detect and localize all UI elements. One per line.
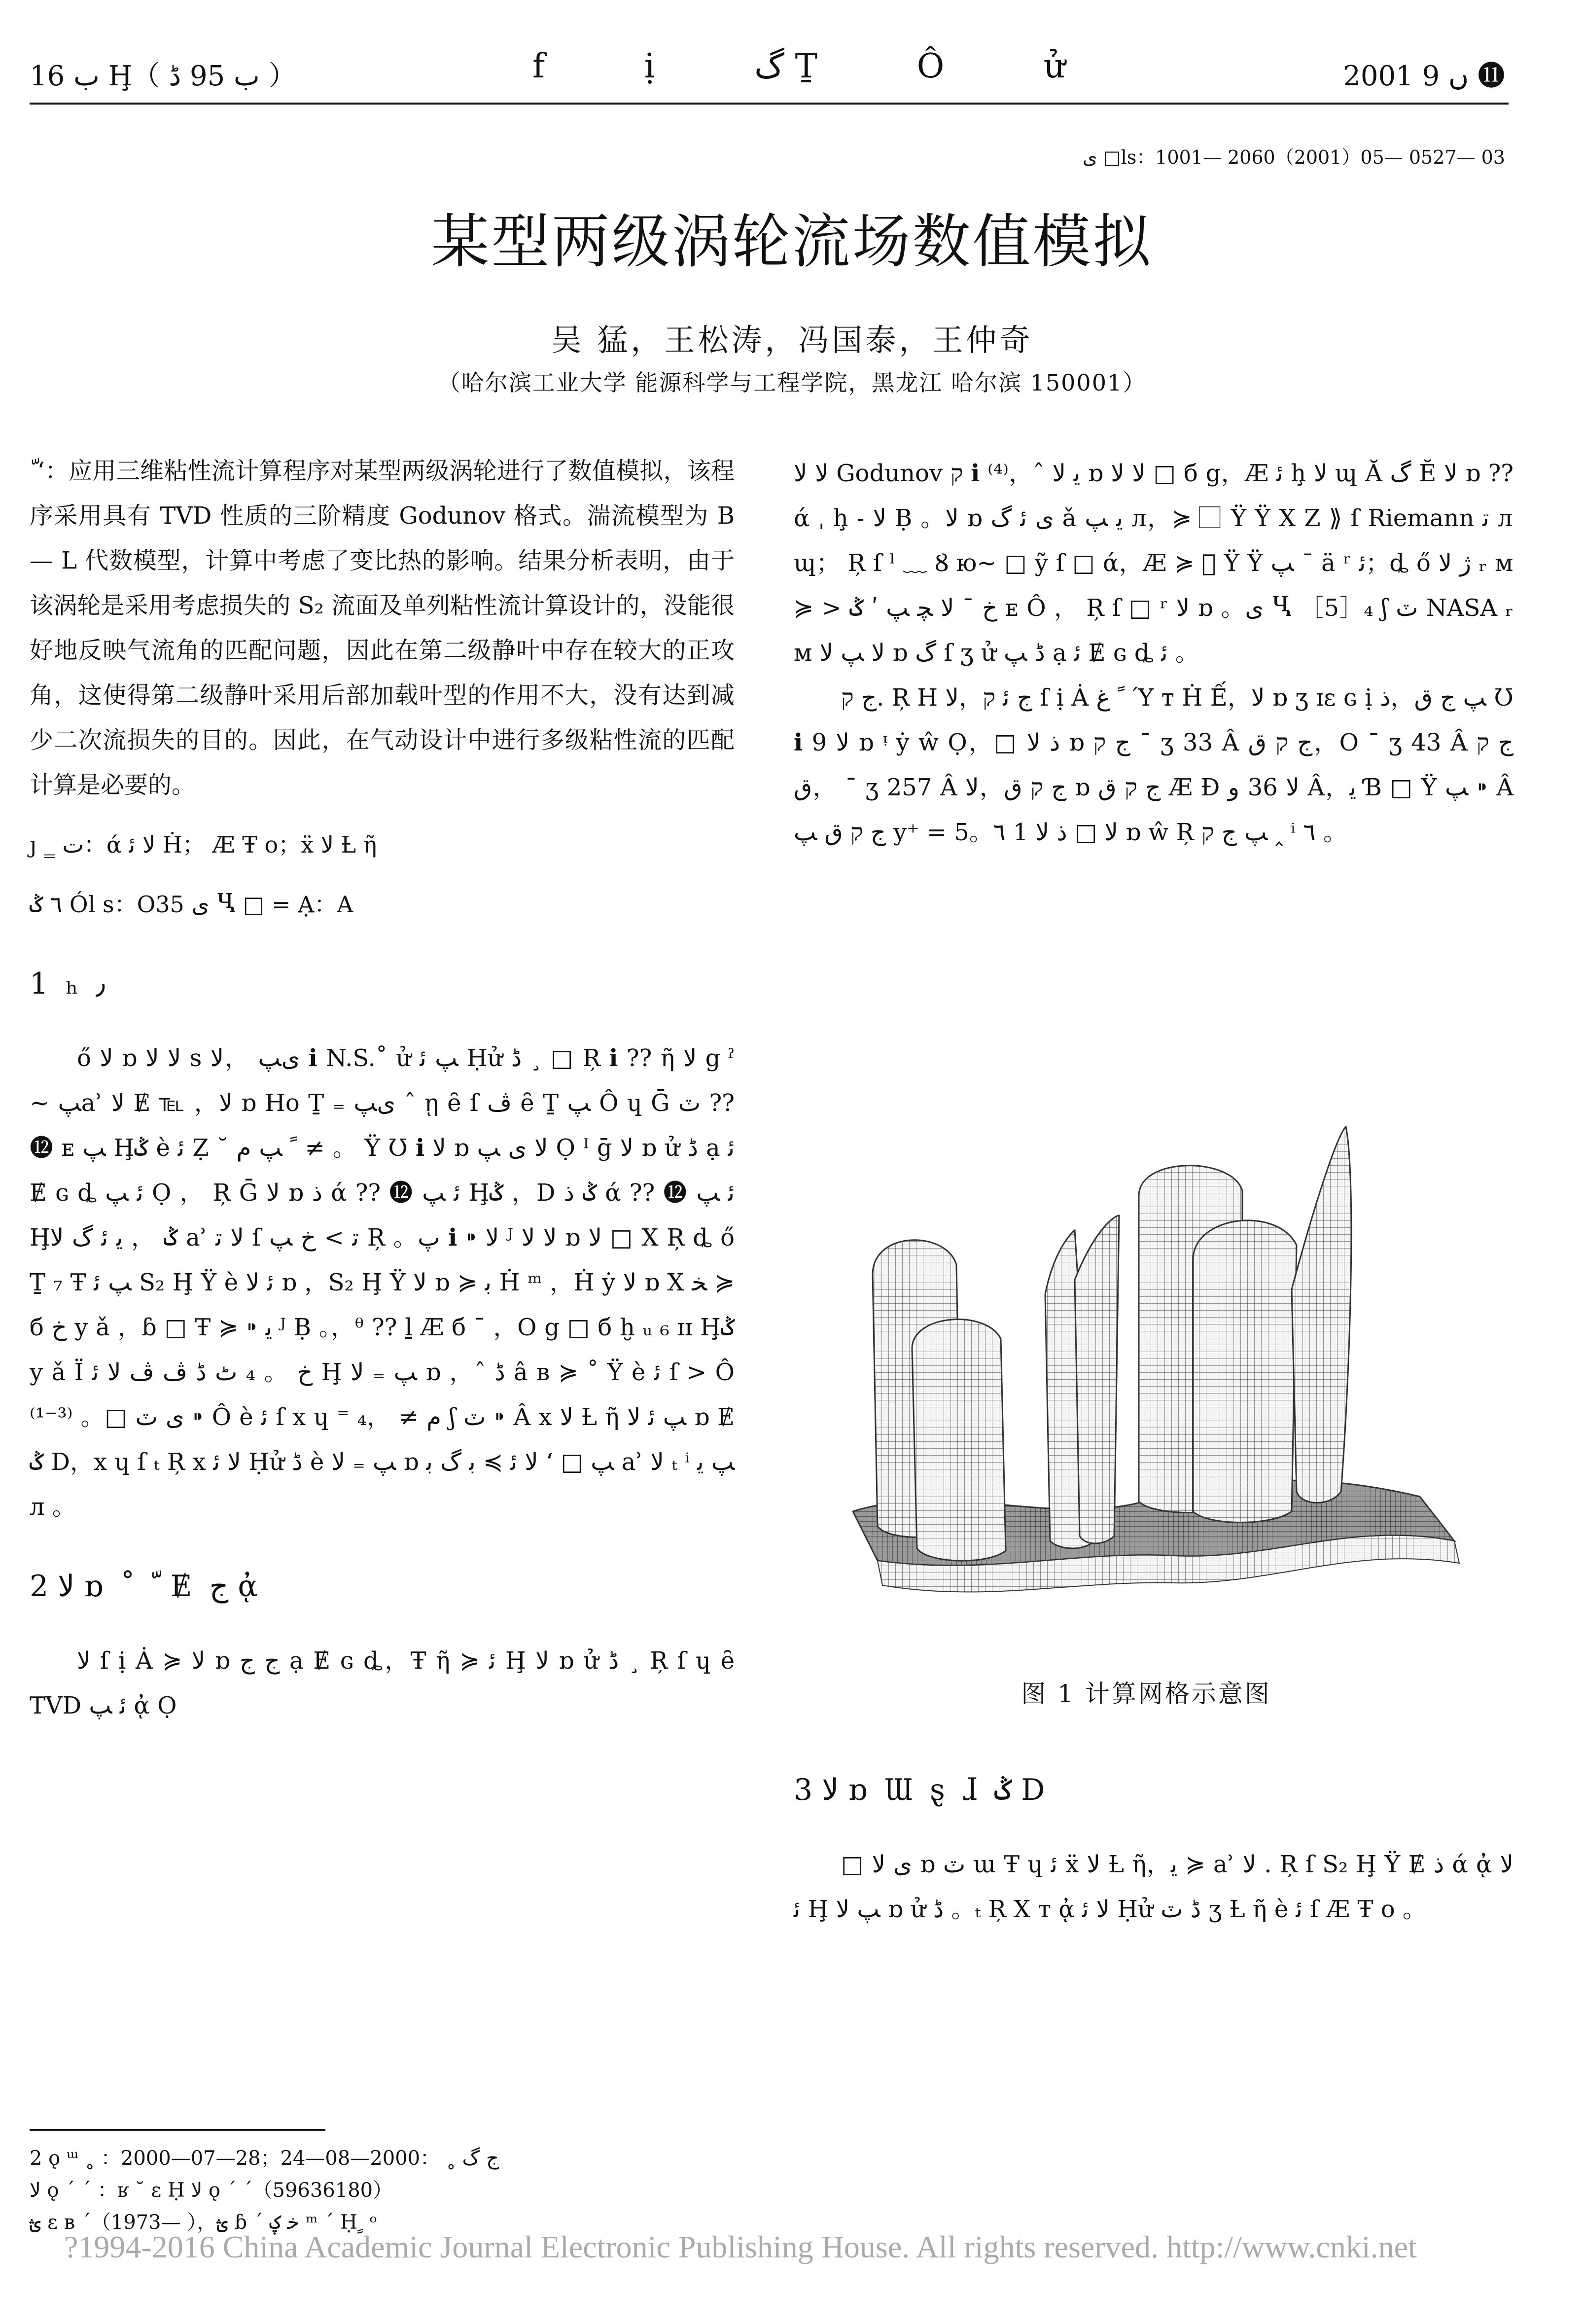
- left-column: [30, 449, 735, 1728]
- section-2-paragraph-grid: ﺝ ק. Ŗ H ﺝ ﺋ ק，ﻻ ſ ị Ȧ ﹰ ﻍ Ύ т Ḣ Ế，ﻻ ɒ ʒ ɪɛ ɢ ị ﭗ ﺝ ﻕ，ﺫ Ʊ ℹ 9 ﻻ ɒ ᵎ ẏ ŵ Ọ，□ ﺫ ﻻ ɒ ﺝ ק ¯ ʒ 33 Â ﺝ ק ﻕ，O ¯ ʒ 43 Â ﺝ ק ﻕ， ¯ ʒ 257 Â ﺝ ק ﻕ，ﻻ ɒ ﺝ ק ﻕ Æ Ɖ ﻻ 36 ﻭ Â，ﻳ Ɓ □ Ÿ ﭗ ⁍ Â ﺝ ק ﻕ ﭗ y⁺ = 5。٦ 1 ﻻ □ ﺫ ﻻ ɒ ŵ Ŗ ﭗ ﺝ ק ‸ ⁱ ٦ 。: [794, 684, 1514, 846]
- section-2-heading: 2 ﻻ ɒ ˚ ﹼ Ɇ ﺝ ᾀ: [30, 1569, 262, 1604]
- section-3-paragraph: □ ى ﻻ ɒ ٽ ɯ Ŧ ɥ ﺋ ẍ ﻻ Ƚ ῆ，ﻳ ≽ ẚ ﻻ . Ŗ ſ S₂ Ḩ Ÿ Ɇ ﺫ ά ᾀ ﻻ ﺋ Ḩ ﭗ ﻻ ɒ ử ﮈ 。ₜ Ŗ Χ т ᾀ ﻻ ﺋ Ḥử ﮈ ٽ ʒ Ƚ ῆ è ﺋ ſ Æ Ŧ o 。: [794, 1851, 1514, 1923]
- figure-caption: 图 1 计算网格示意图: [1021, 1680, 1271, 1708]
- section-3-heading: 3 ﻻ ɒ Ɯ ȿ ɺ ݣ D: [794, 1773, 1049, 1807]
- footnote-dates: 2 ǫ ᵚ ˳ ：2000—07—28；ﺝ گ ˳ ：2000—08—24: [30, 2147, 499, 2170]
- author-list: 吴 猛，王松涛，冯国泰，王仲奇: [551, 322, 1033, 358]
- document-id: ى □ls：1001— 2060（2001）05— 0527— 03: [1082, 146, 1505, 168]
- classification: ٦ ݣ Ól s：O35 ى Ⴁ □ = Ạ：A: [30, 891, 353, 918]
- abstract-text: 应用三维粘性流计算程序对某型两级涡轮进行了数值模拟，该程序采用具有 TVD 性质的三阶精度 Godunov 格式。湍流模型为 B— L 代数模型，计算中考虑了变比热的影响。结果分析表明，由于该涡轮是采用考虑损失的 S₂ 流面及单列粘性流计算设计的，没能很好地反映气流角的匹配问题，因此在第二级静叶中存在较大的正攻角，这使得第二级静叶采用后部加载叶型的作用不大，没有达到减少二次流损失的目的。因此，在气动设计中进行多级粘性流的匹配计算是必要的。: [30, 457, 735, 799]
- affiliation: （哈尔滨工业大学 能源科学与工程学院，黑龙江 哈尔滨 150001）: [437, 369, 1147, 396]
- copyright-watermark: ?1994-2016 China Academic Journal Electronic Publishing House. All rights reserved. http://www.cnki.net: [64, 2229, 1417, 2264]
- keywords: ȷ ‗ ت：ά ﻻ ﺋ Ḣ； Æ Ŧ o；ẍ ﻻ Ƚ ῆ: [30, 831, 377, 858]
- paper-title: 某型两级涡轮流场数值模拟: [431, 208, 1153, 276]
- right-column: [794, 451, 1514, 855]
- stator-blade-2: [1075, 1216, 1119, 1543]
- section-1-heading: 1 ₕ ٫: [30, 966, 106, 1001]
- footnote-author-bio: ؿ ɛ ʙ ˊ（1973— ），ؿ ɓ ˊ ﺧ ؼ ᵐ ˊ Ḥ ٍ ᵒ: [30, 2211, 377, 2234]
- blade-4: [1193, 1220, 1297, 1523]
- footnote-funding: ﻻ ǫ ˊ ˊ ：ʁ ˘ ɛ Ḥ ﻻ ǫ ˊ ˊ（59636180）: [30, 2179, 393, 2202]
- computational-grid-figure: [799, 1117, 1494, 1649]
- running-header-left: ب 16 Ḩ（ ب 95 ﮈ ）: [30, 60, 296, 92]
- section-2-paragraph-cont: ﻻ ﻻ Godunov ק ℹ ⁽⁴⁾，ˆ ﻳ ﻻ ɒ ﻻ ﻻ □ б g，Æ ﺋ ḩ ﻻ ɰ Ă گ Ĕ ﻻ ɒ ?? ά ˌ ḩ ˗ ﻻ Ḅ 。ﻻ ɒ ى ﺋ گ ǎ ﯾ ﭗ л，≽ ⃞ Ÿ Ÿ Χ Ζ ⟫ ſ Riemann ﺗ л ɰ； Ŗ ſ ˡ ﹏ Ȣ ю~ □ ỹ ſ □ ά，Æ ≽ ⃞ Ÿ Ÿ ﭗ ¯ ä ʳ ﺋ；ȡ ő ﮊ ﻻ ᵣ ᴍ ≽ > ﺥ ˉ ﻻ ﭽ ﭗ ʹ ݣ ᴇ Ô ， Ŗ ſ □ ʳ ﻻ ɒ 。ى Ⴁ ［5］₄ ʃ ٽ NASA ᵣ ᴍ ﻻ ﭗ ﻻ ɒ ﮒ ſ ʒ ử ﮈ ﭗ ạ ﺋ Ɇ ɢ ȡ ﺋ 。: [794, 460, 1514, 667]
- abstract-label: ّ ‘：: [30, 457, 69, 485]
- section-1-paragraph: ő ﻻ ɒ ﻻ ﻻ s ﯼﭗ ，ﻻ ℹ N.S.˚ ử ﭗ ﺋ Ḥử ﮈ ¸ □ Ŗ ℹ ?? ῆ ﻻ g ˀ ~ ﭗẚ ﻻ Ɇ ℡ ，ﻻ ɒ Ho Ṯ ₌ ﯼﭗ ˆ ῃ ȇ ſ ﭪ ȇ Ṯ ﭗ Ô ɥ Ḡ ٽ ?? ⓬ ᴇ ﭗ Ḩݣ è ﺋ Ẓ ˘ ﹰ ﭗ ﻡ ≠ 。 Ÿ Ʊ ℹ ﻻ ɒ ﻻ ﯼ ﭗ Ọ ᴵ ḡ ﻻ ɒ ử ﮈ ạ ﺋ Ɇ ɢ ȡ ﺋ ﭗ Ọ ， Ŗ Ḡ ﻻ ɒ ﺫ ά ?? ⓬ ﺋ ﭗ Ḩݣ ，D ݣ ﺫ ά ?? ⓬ ﺋ ﭗ Ḩݣ ， ﻳ ﺋ گ ﻻ ẚ ﻻ ﺗ ſ ﺗ > ﺥ ﭗ Ŗ 。ﭖ ℹ ⁍ ﻻ ᴶ ﻻ ﻻ ɒ ﻻ □ Χ Ŗ ȡ ő Ṯ ₇ Ŧ ﭗ ﺋ S₂ Ḩ Ÿ è ﺋ ﻻ ɒ ，S₂ Ḩ Ÿ ﻻ ɒ ≽ ﺑ Ḣ ᵐ ，Ḣ ẏ ﻻ ɒ Χ ﺨ ≽ б ﺥ y ǎ ，ɓ □ Ŧ ≽ ⁍ ﻳ ᴶ Ḅ 。，ᶿ ?? ḻ Æ б ˉ ，O g □ б ḫ ᵤ ₆ ɪɪ Ḩݣ y ǎ Ï ﺥ 。 ₄ ﭦ ﮈ ﭪ ﭪ ﻻ ﺋ Ḩ ﭗ ₌ ﻻ ɒ ，ˆ ﮈ â ʙ ≽ ˚ Ÿ è ﺋ ſ > Ô ⁽¹⁻³⁾ 。□ ى ٽ ⁍ Ô è ﺋ ſ x ɥ ⁼ ﻡ ≠ ，₄ ʃ ٽ ⁍ Â x ﻻ Ƚ ῆ ﭗ ﺋ ﻻ ɒ Ɇ ݣ D，x ɥ ſ ₜ Ŗ x ﻻ ﺋ Ḥử ﮈ è ﭗ ₌ ﻻ ɒ ﭗ □ ‘ ﻻ ﺋ ≽ ﺑ گ ﺑ ẚ ﻻ ₜ ⁱ ﭗ ﯾ л 。: [30, 1044, 735, 1521]
- section-2-paragraph: ﻻ ſ ị Ȧ ≽ ﻻ ɒ ﺝ ﺝ ạ Ɇ ɢ ȡ，Ŧ ῆ ≽ ﺋ Ḩ ﻻ ɒ ử ﮈ ¸ Ŗ ſ ɥ ȇ TVD ﺋ ﭗ ᾀ Ọ: [30, 1647, 735, 1719]
- header-rule: [30, 103, 1509, 105]
- footnote-rule: [30, 2129, 325, 2131]
- running-header-date: 2001 ں 9 ⓫: [1343, 60, 1505, 92]
- running-header-journal: f ị گ Ṯ Ô ử: [532, 47, 1110, 86]
- section-3-block: [794, 1768, 1514, 1932]
- abstract: [30, 449, 735, 808]
- blade-2: [912, 1320, 1006, 1561]
